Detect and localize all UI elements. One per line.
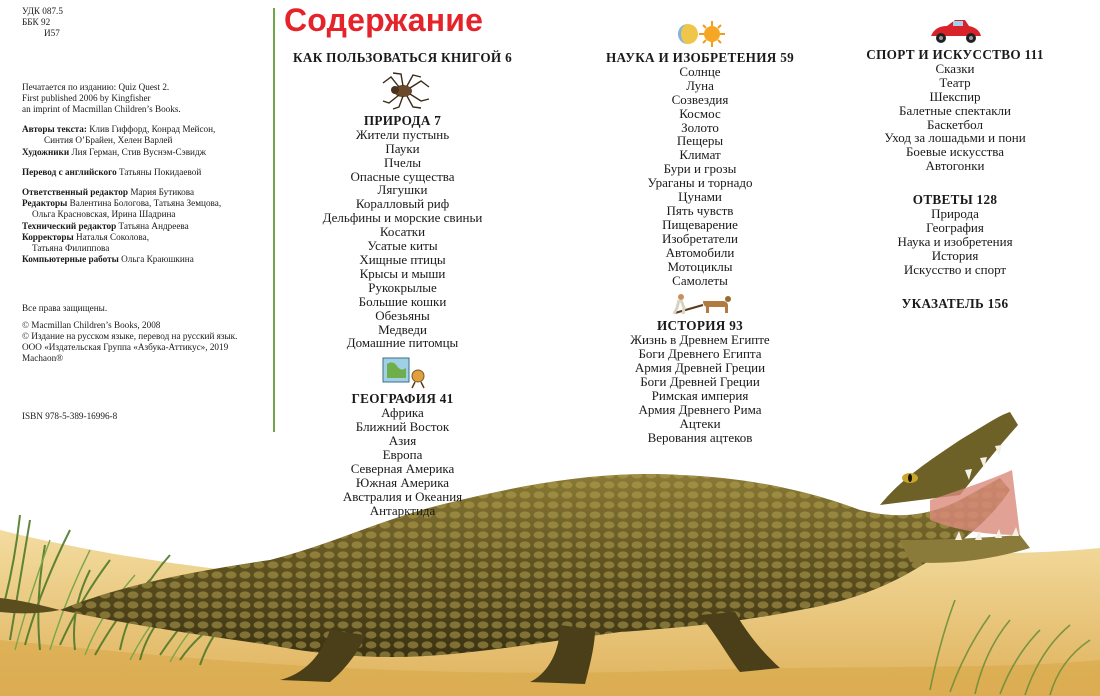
page-title: Содержание — [284, 2, 484, 38]
toc-how-to[interactable]: КАК ПОЛЬЗОВАТЬСЯ КНИГОЙ 6 — [293, 50, 512, 65]
toc-column-3 — [855, 12, 1055, 311]
translation: Перевод с английского Татьяны Покидаевой — [22, 166, 202, 177]
toc-item[interactable]: Боги Древней Греции — [640, 374, 760, 390]
race-car-icon — [925, 12, 985, 46]
toc-item[interactable]: Цунами — [678, 189, 722, 205]
toc-item[interactable]: Азия — [388, 433, 417, 449]
toc-item[interactable]: Пищеварение — [662, 216, 738, 232]
nature-heading[interactable]: ПРИРОДА 7 — [363, 112, 442, 128]
toc-item[interactable]: Уход за лошадьми и пони — [884, 130, 1026, 146]
toc-item[interactable]: Космос — [679, 105, 721, 121]
toc-item[interactable]: Созвездия — [671, 91, 729, 107]
toc-item[interactable]: Сказки — [935, 60, 975, 76]
toc-item[interactable]: Золото — [681, 119, 719, 135]
toc-item[interactable]: Бури и грозы — [663, 161, 737, 177]
toc-item[interactable]: Обезьяны — [375, 307, 430, 323]
toc-item[interactable]: Автогонки — [925, 158, 985, 174]
copyright-3: ООО «Издательская Группа «Азбука-Аттикус», 2019 — [22, 342, 229, 353]
toc-item[interactable]: Изобретатели — [661, 230, 738, 246]
toc-item[interactable]: Балетные спектакли — [898, 102, 1011, 118]
editors-cont: Ольга Красновская, Ирина Шадрина — [32, 209, 176, 220]
code: И57 — [44, 28, 60, 39]
authors: Авторы текста: Клив Гиффорд, Конрад Мейсон, — [22, 124, 216, 135]
toc-item[interactable]: Южная Америка — [355, 474, 450, 490]
toc-item[interactable]: История — [931, 247, 979, 263]
copyright-1: © Macmillan Children’s Books, 2008 — [22, 319, 161, 330]
toc-item[interactable]: Верования ацтеков — [647, 429, 753, 445]
toc-item[interactable]: Большие кошки — [358, 293, 447, 309]
imprint-of: an imprint of Macmillan Children’s Books. — [22, 104, 181, 115]
answers-heading[interactable]: ОТВЕТЫ 128 — [912, 192, 998, 208]
toc-item[interactable]: Боевые искусства — [905, 144, 1005, 160]
toc-item[interactable]: Домашние питомцы — [346, 335, 459, 351]
chief-editor: Ответственный редактор Мария Бутикова — [22, 187, 195, 198]
toc-item[interactable]: Пчелы — [384, 154, 421, 170]
toc-item[interactable]: Пять чувств — [666, 202, 734, 218]
science-heading[interactable]: НАУКА И ИЗОБРЕТЕНИЯ 59 — [606, 50, 794, 65]
green-divider — [273, 8, 275, 432]
toc-item[interactable]: Солнце — [679, 63, 721, 79]
toc-item[interactable]: Коралловый риф — [355, 196, 450, 212]
udk: УДК 087.5 — [22, 6, 63, 16]
toc-column-1 — [280, 51, 525, 517]
toc-item[interactable]: География — [926, 219, 984, 235]
toc-item[interactable]: Европа — [382, 446, 423, 462]
toc-item[interactable]: Австралия и Океания — [342, 488, 463, 504]
toc-item[interactable]: Природа — [931, 206, 979, 222]
artists: Художники Лия Герман, Стив Вуснэм-Сэвидж — [22, 146, 206, 157]
rights: Все права защищены. — [22, 303, 108, 314]
index-heading[interactable]: УКАЗАТЕЛЬ 156 — [901, 295, 1009, 311]
copyright-4: Machaon® — [22, 353, 64, 364]
proofreaders: Корректоры Наталья Соколова, — [22, 231, 149, 242]
tech-editor: Технический редактор Татьяна Андреева — [22, 220, 189, 231]
toc-item[interactable]: Ближний Восток — [355, 419, 450, 435]
toc-item[interactable]: Боги Древнего Египта — [638, 346, 762, 362]
computer-work: Компьютерные работы Ольга Краюшкина — [22, 254, 194, 265]
printed-from: Печатается по изданию: Quiz Quest 2. — [22, 81, 170, 92]
toc-item[interactable]: Жизнь в Древнем Египте — [630, 332, 770, 348]
toc-item[interactable]: Медведи — [378, 321, 427, 337]
spider-icon — [373, 71, 433, 111]
toc-item[interactable]: Усатые киты — [367, 238, 438, 254]
toc-item[interactable]: Армия Древней Греции — [634, 360, 766, 376]
toc-item[interactable]: Климат — [679, 147, 721, 163]
toc-item[interactable]: Пауки — [385, 140, 420, 156]
toc-item[interactable]: Искусство и спорт — [903, 261, 1007, 277]
proofreaders-cont: Татьяна Филиппова — [32, 243, 110, 254]
toc-item[interactable]: Северная Америка — [350, 460, 455, 476]
toc-item[interactable]: Баскетбол — [927, 116, 983, 132]
plough-oxen-icon — [665, 289, 735, 319]
toc-item[interactable]: Луна — [686, 77, 714, 93]
toc-item[interactable]: Крысы и мыши — [359, 265, 446, 281]
toc-item[interactable]: Пещеры — [676, 133, 724, 149]
authors-cont: Синтия О’Брайен, Хелен Варлей — [44, 135, 173, 146]
toc-item[interactable]: Мотоциклы — [667, 258, 733, 274]
toc-item[interactable]: Африка — [381, 405, 424, 421]
toc-item[interactable]: Антарктида — [369, 502, 436, 518]
toc-item[interactable]: Наука и изобретения — [897, 233, 1013, 249]
sport-heading[interactable]: СПОРТ И ИСКУССТВО 111 — [866, 47, 1044, 62]
toc-item[interactable]: Ураганы и торнадо — [647, 175, 753, 191]
toc-item[interactable]: Рукокрылые — [368, 279, 437, 295]
geography-heading[interactable]: ГЕОГРАФИЯ 41 — [351, 391, 454, 407]
toc-item[interactable]: Автомобили — [665, 244, 735, 260]
history-heading[interactable]: ИСТОРИЯ 93 — [657, 318, 743, 334]
globe-map-icon — [371, 354, 435, 390]
imprint-block — [22, 6, 272, 423]
toc-item[interactable]: Самолеты — [672, 272, 728, 288]
toc-item[interactable]: Хищные птицы — [359, 251, 446, 267]
toc-item[interactable]: Косатки — [379, 224, 426, 240]
isbn: ISBN 978-5-389-16996-8 — [22, 411, 118, 422]
toc-item[interactable]: Лягушки — [377, 182, 428, 198]
toc-item[interactable]: Опасные существа — [350, 168, 455, 184]
toc-item[interactable]: Ацтеки — [679, 415, 721, 431]
toc-item[interactable]: Театр — [939, 74, 971, 90]
toc-item[interactable]: Шекспир — [929, 88, 981, 104]
sun-moon-icon — [670, 20, 730, 48]
toc-item[interactable]: Дельфины и морские свиньи — [322, 210, 483, 226]
first-published: First published 2006 by Kingfisher — [22, 92, 151, 103]
copyright-2: © Издание на русском языке, перевод на русский язык. — [22, 330, 238, 341]
bbk: ББК 92 — [22, 17, 51, 28]
toc-item[interactable]: Римская империя — [651, 387, 749, 403]
editors: Редакторы Валентина Бологова, Татьяна Земцова, — [22, 198, 222, 209]
toc-item[interactable]: Армия Древнего Рима — [638, 401, 762, 417]
toc-item[interactable]: Жители пустынь — [355, 126, 450, 142]
toc-column-2 — [585, 20, 815, 445]
